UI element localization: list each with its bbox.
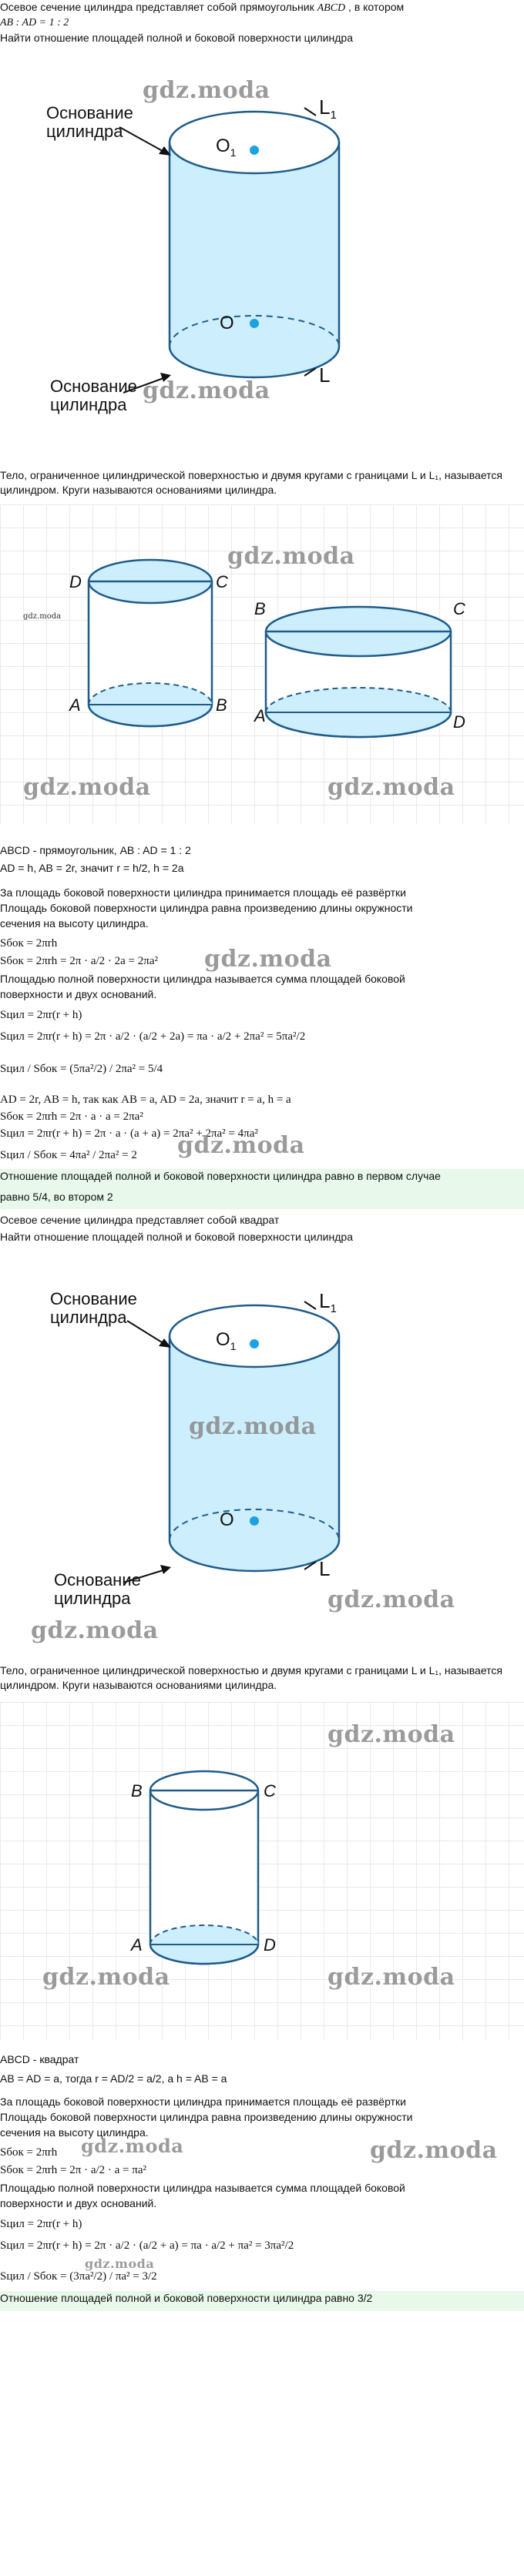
small-watermark: gdz.moda (23, 612, 62, 621)
sol1-line2: AD = h, AB = 2r, значит r = h/2, h = 2a (0, 862, 184, 874)
watermark: gdz.moda (81, 2135, 184, 2157)
sol1-line4: Площадь боковой поверхности цилиндра равна произведению длины окружности (0, 902, 413, 914)
sol1-line1: ABCD - прямоугольник, AB : AD = 1 : 2 (0, 844, 191, 856)
sol2-line3: За площадь боковой поверхности цилиндра принимается площадь её развёртки (0, 2095, 406, 2108)
sol1-answer: Отношение площадей полной и боковой поверхности цилиндра равно в первом случае равно 5/4, во втором 2 (0, 1169, 524, 1209)
watermark: gdz.moda (328, 1586, 455, 1613)
sol1-line3: За площадь боковой поверхности цилиндра принимается площадь её развёртки (0, 886, 406, 899)
label-a: A (69, 695, 81, 715)
label-c: C (264, 1781, 276, 1801)
task1-ratio: AB : AD = 1 : 2 (0, 17, 69, 28)
sol2-line7: поверхности и двух оснований. (0, 2197, 157, 2209)
watermark: gdz.moda (328, 1721, 455, 1748)
sol1-f1: Sбок = 2πrh (0, 937, 58, 950)
label-o: O (220, 1509, 234, 1530)
label-o: O (220, 313, 234, 333)
sol2-f2: Sбок = 2πrh = 2π · a/2 · a = πa² (0, 2164, 146, 2176)
sol1-f3: Sцил = 2πr(r + h) (0, 1009, 82, 1021)
watermark: gdz.moda (143, 377, 270, 404)
label-a: A (131, 1935, 143, 1955)
sol1-f9: Sцил / Sбок = 4πa² / 2πa² = 2 (0, 1149, 137, 1161)
label-base-bottom: Основание цилиндра (54, 1570, 141, 1608)
sol1-f7: Sбок = 2πrh = 2π · a · a = 2πa² (0, 1110, 143, 1123)
sol1-f6: AD = 2r, AB = h, так как AB = a, AD = 2a, значит r = a, h = a (0, 1094, 291, 1106)
task1-intro: Осевое сечение цилиндра представляет собой прямоугольник ABCD , в котором (0, 1, 405, 14)
sol2-f3: Sцил = 2πr(r + h) (0, 2218, 82, 2230)
sol1-f5: Sцил / Sбок = (5πa²/2) / 2πa² = 5/4 (0, 1063, 163, 1075)
label-l: L (319, 363, 331, 387)
label-o1: $O_1$ (216, 1329, 237, 1352)
cylinder-figure-1 (0, 62, 524, 462)
sol2-answer: Отношение площадей полной и боковой поверхности цилиндра равно 3/2 (0, 2291, 524, 2311)
task2-definition: Тело, ограниченное цилиндрической поверхностью и двумя кругами с границами L и L₁, называется цилиндром. Круги называются основаниями цилиндра. (0, 1664, 502, 1691)
label-d: D (264, 1935, 276, 1955)
watermark: gdz.moda (227, 543, 355, 570)
watermark: gdz.moda (42, 1964, 170, 1991)
watermark: gdz.moda (328, 774, 455, 801)
task1-definition: Тело, ограниченное цилиндрической поверхностью и двумя кругами с границами L и L₁, называется цилиндром. Круги называются основаниями цилиндра. (0, 469, 502, 496)
watermark: gdz.moda (31, 1617, 159, 1644)
sol1-line6: Площадью полной поверхности цилиндра называется сумма площадей боковой (0, 973, 405, 985)
task1-question: Найти отношение площадей полной и боковой поверхности цилиндра (0, 32, 353, 44)
sol1-f4: Sцил = 2πr(r + h) = 2π · a/2 · (a/2 + 2a) = πa · a/2 + 2πa² = 5πa²/2 (0, 1030, 306, 1043)
sol1-f2: Sбок = 2πrh = 2π · a/2 · 2a = 2πa² (0, 955, 158, 967)
watermark: gdz.moda (23, 774, 151, 801)
watermark: gdz.moda (370, 2137, 498, 2164)
label-d: D (69, 572, 82, 591)
label-b2: B (254, 599, 266, 618)
label-l1: $L_1$ (319, 1289, 337, 1316)
task2-question: Найти отношение площадей полной и боковой поверхности цилиндра (0, 1231, 353, 1243)
sol2-line4: Площадь боковой поверхности цилиндра равна произведению длины окружности (0, 2111, 413, 2123)
label-o1: $O_1$ (216, 136, 237, 159)
watermark: gdz.moda (189, 1413, 317, 1440)
sol2-f4: Sцил = 2πr(r + h) = 2π · a/2 · (a/2 + a) = πa · a/2 + πa² = 3πa²/2 (0, 2239, 294, 2252)
label-base-bottom: Основание цилиндра (50, 377, 137, 414)
sol1-f8: Sцил = 2πr(r + h) = 2π · a · (a + a) = 2πa² + 2πa² = 4πa² (0, 1127, 258, 1140)
label-c: C (216, 572, 228, 591)
label-base-top: Основание цилиндра (46, 103, 133, 141)
label-l: L (319, 1557, 331, 1580)
label-base-top: Основание цилиндра (50, 1289, 137, 1327)
watermark: gdz.moda (204, 946, 332, 973)
sol2-line1: ABCD - квадрат (0, 2053, 79, 2065)
cylinder-figure-2 (0, 1263, 524, 1656)
label-b: B (216, 695, 227, 715)
label-d2: D (453, 712, 465, 732)
sol2-line5: сечения на высоту цилиндра. (0, 2126, 149, 2139)
task2-intro: Осевое сечение цилиндра представляет собой квадрат (0, 1214, 280, 1226)
label-l1: $L_1$ (319, 95, 337, 122)
sol1-line7: поверхности и двух оснований. (0, 988, 157, 1000)
label-b: B (131, 1781, 143, 1801)
sol2-f1: Sбок = 2πrh (0, 2146, 58, 2159)
sol2-line2: AB = AD = a, тогда r = AD/2 = a/2, а h = AB = a (0, 2072, 227, 2085)
sections-figure-2 (0, 1702, 524, 2041)
label-a2: A (254, 706, 266, 725)
sol2-f5: Sцил / Sбок = (3πa²/2) / πa² = 3/2 (0, 2270, 157, 2283)
watermark: gdz.moda (177, 1132, 305, 1159)
sol2-line6: Площадью полной поверхности цилиндра называется сумма площадей боковой (0, 2182, 405, 2194)
watermark: gdz.moda (143, 77, 270, 104)
sections-figure-1 (0, 504, 524, 824)
label-c2: C (453, 599, 465, 618)
watermark: gdz.moda (85, 2256, 155, 2271)
watermark: gdz.moda (328, 1964, 455, 1991)
sol1-line5: сечения на высоту цилиндра. (0, 917, 149, 930)
